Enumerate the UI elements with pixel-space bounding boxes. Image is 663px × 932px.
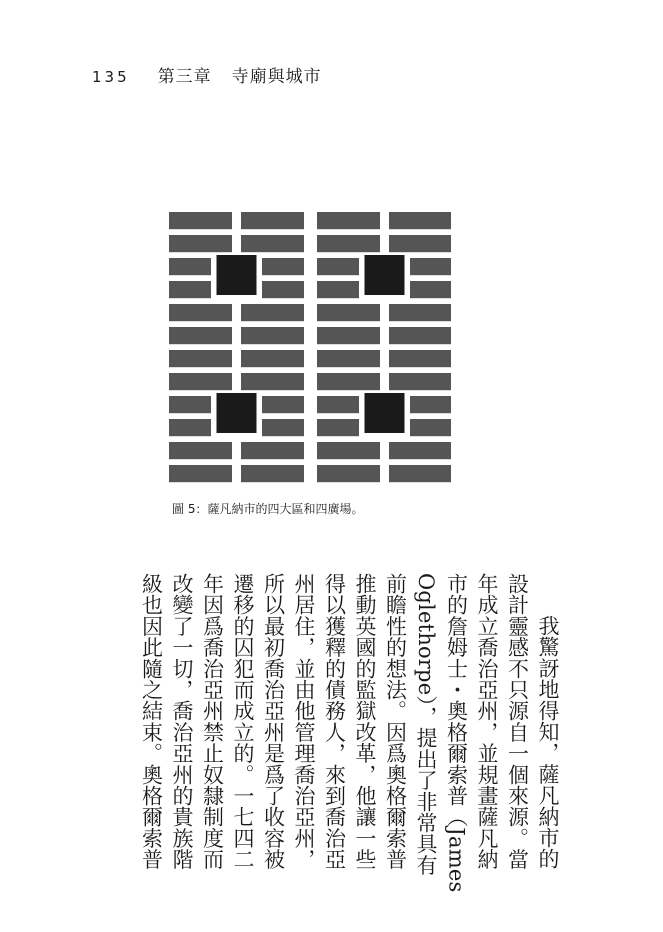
text-column: 得以獲釋的債務人，來到喬治亞	[322, 573, 347, 870]
lot-bar	[262, 419, 304, 436]
lot-bar	[169, 235, 232, 252]
lot-bar	[262, 258, 304, 275]
text-column: Oglethorpe），提出了非常具有	[414, 573, 438, 876]
lot-bar	[317, 350, 380, 367]
text-column: 級也因此隨之結束。奧格爾索普	[139, 573, 164, 870]
text-column: 年成立喬治亞州，並規畫薩凡納	[475, 573, 499, 870]
lot-bar	[169, 212, 232, 229]
ward-square	[217, 255, 257, 295]
text-column: 我驚訝地得知，薩凡納市的	[536, 615, 560, 870]
lot-bar	[317, 281, 359, 298]
lot-bar	[241, 350, 304, 367]
lot-bar	[241, 212, 304, 229]
lot-bar	[317, 304, 380, 321]
body-text	[136, 573, 563, 893]
lot-bar	[169, 419, 211, 436]
lot-bar	[389, 350, 451, 367]
lot-bar	[389, 373, 451, 390]
figure-caption: 圖 5：薩凡納市的四大區和四廣場。	[172, 502, 364, 516]
lot-bar	[169, 350, 232, 367]
lot-bar	[169, 396, 211, 413]
lot-bar	[241, 327, 304, 344]
text-column: 設計靈感不只源自一個來源。當	[505, 573, 530, 870]
lot-bar	[169, 258, 211, 275]
lot-bar	[410, 281, 451, 298]
lot-bar	[241, 442, 304, 459]
lot-bar	[317, 442, 380, 459]
lot-bar	[262, 396, 304, 413]
lot-bar	[169, 327, 232, 344]
lot-bar	[389, 465, 451, 482]
lot-bar	[410, 258, 451, 275]
lot-bar	[169, 373, 232, 390]
lot-bar	[169, 281, 211, 298]
lot-bar	[241, 373, 304, 390]
lot-bar	[262, 281, 304, 298]
text-column: 市的詹姆士・奧格爾索普（James	[444, 573, 469, 893]
lot-bar	[317, 258, 359, 275]
lot-bar	[389, 442, 451, 459]
text-column: 州居住，並由他管理喬治亞州，	[292, 573, 316, 870]
lot-bar	[389, 235, 451, 252]
ward-square	[365, 255, 405, 295]
lot-bar	[317, 373, 380, 390]
text-column: 推動英國的監獄改革，他讓一些	[353, 573, 377, 870]
lot-bar	[317, 212, 380, 229]
lot-bar	[389, 304, 451, 321]
lot-bar	[410, 396, 451, 413]
text-column: 年因爲喬治亞州禁止奴隸制度而	[200, 573, 225, 870]
lot-bar	[241, 235, 304, 252]
lot-bar	[317, 327, 380, 344]
lot-bar	[389, 212, 451, 229]
lot-bar	[317, 396, 359, 413]
page-number: 135	[92, 68, 130, 86]
lot-bar	[317, 465, 380, 482]
lot-bar	[241, 304, 304, 321]
lot-bar	[169, 465, 232, 482]
text-column: 所以最初喬治亞州是爲了收容被	[261, 573, 286, 870]
text-column: 前瞻性的想法。因爲奧格爾索普	[383, 573, 408, 870]
chapter-label: 第三章	[157, 67, 212, 87]
ward-square	[365, 393, 405, 433]
text-column: 遷移的囚犯而成立的。一七四二	[231, 573, 255, 870]
lot-bar	[169, 304, 232, 321]
lot-bar	[241, 465, 304, 482]
city-plan-diagram	[169, 212, 451, 484]
text-column: 改變了一切，喬治亞州的貴族階	[170, 573, 194, 870]
lot-bar	[389, 327, 451, 344]
figure-city-plan	[169, 212, 451, 484]
lot-bar	[317, 235, 380, 252]
chapter-title: 寺廟與城市	[231, 67, 322, 87]
running-header	[92, 62, 322, 87]
lot-bar	[410, 419, 451, 436]
ward-square	[217, 393, 257, 433]
lot-bar	[317, 419, 359, 436]
lot-bar	[169, 442, 232, 459]
